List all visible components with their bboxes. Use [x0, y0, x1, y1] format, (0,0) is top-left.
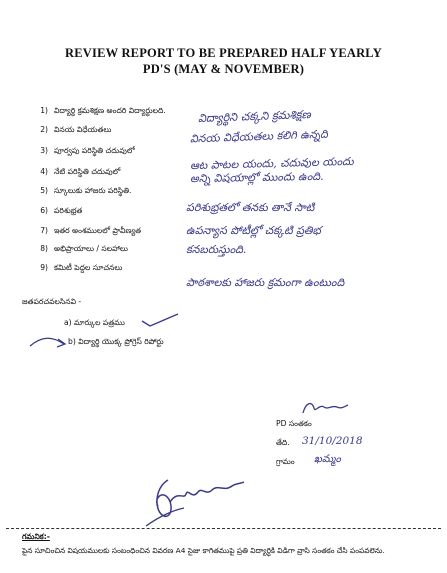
handwritten-line-4: అన్ని విషయాల్లో ముందు ఉంది. — [189, 169, 324, 186]
report-title: REVIEW REPORT TO BE PREPARED HALF YEARLY — [65, 46, 382, 60]
footer-note: పైన సూచించిన విషయములకు సంబంధించిన వివరణ A4 సైజు కాగితముపై ప్రతి విద్యార్థికి విడిగా వ్రాసి సంతకం చేసి పంపవలెను. — [22, 546, 385, 555]
item-7 — [28, 226, 141, 237]
handwritten-line-8: పాఠశాలకు హాజరు క్రమంగా ఉంటుంది — [186, 276, 345, 289]
check-mark-icon — [140, 312, 180, 328]
item-label: కమిటీ పెద్దల సూచనలు — [54, 263, 123, 272]
arrow-mark-icon — [28, 330, 68, 356]
item-8 — [28, 244, 128, 255]
item-number: 9) — [40, 263, 48, 272]
item-label: నేటి పరిస్థితి చదువులో — [54, 167, 121, 176]
handwritten-line-3: ఆట పాటల యందు, చదువుల యందు — [189, 154, 354, 173]
handwritten-line-1: విద్యార్థిని చక్కని క్రమశిక్షణ — [197, 108, 311, 125]
item-5 — [28, 186, 131, 197]
item-2 — [28, 125, 111, 136]
enclosures-heading: జతపరచవలసినవి - — [22, 297, 82, 306]
item-number: 2) — [40, 125, 48, 134]
item-number: 1) — [40, 106, 48, 115]
handwritten-line-6: ఉపన్యాస పోటీల్లో చక్కటి ప్రతిభ — [186, 224, 321, 237]
separator-line — [6, 528, 441, 529]
enclosure-a: a) మార్కుల పత్రము — [64, 318, 125, 327]
item-number: 8) — [40, 244, 48, 253]
item-label: పరిశుభ్రత — [54, 206, 83, 215]
item-label: విద్యార్థి క్రమశిక్షణ అందరి విద్యార్థులది. — [54, 106, 166, 115]
date-label: తేది. — [276, 438, 290, 447]
item-6 — [28, 206, 82, 217]
handwritten-line-7: కనబరుస్తుంది. — [186, 243, 247, 256]
item-number: 7) — [40, 226, 48, 235]
item-label: ఇతర అంశములలో ప్రావీణ్యత — [54, 226, 142, 235]
village-value: ఖమ్మం — [314, 453, 341, 465]
item-label: అభిప్రాయాలు / సలహాలు — [54, 244, 128, 253]
report-subtitle: PD'S (MAY & NOVEMBER) — [142, 62, 305, 76]
headmaster-signature — [140, 472, 250, 528]
item-4 — [28, 167, 120, 178]
pd-signature-label: PD సంతకం — [276, 419, 312, 428]
pd-signature — [300, 398, 350, 418]
item-label: స్కూలుకు హాజరు పరిస్థితి. — [54, 186, 132, 195]
item-label: పూర్వపు పరిస్థితి చదువులో — [54, 146, 135, 155]
item-9 — [28, 263, 122, 274]
item-number: 5) — [40, 186, 48, 195]
item-1 — [28, 106, 166, 117]
notes-heading: గమనిక:- — [22, 532, 50, 541]
item-number: 4) — [40, 167, 48, 176]
handwritten-line-5: పరిశుభ్రతలో తనకు తానే సాటి — [186, 201, 315, 214]
date-value: 31/10/2018 — [302, 435, 363, 447]
handwritten-line-2: వినయ విధేయతలు కలిగి ఉన్నది — [189, 127, 328, 146]
item-number: 6) — [40, 206, 48, 215]
enclosure-b: b) విద్యార్థి యొక్క ప్రోగ్రెస్ రిపోర్టు — [68, 337, 164, 346]
item-label: వినయ విధేయతలు — [54, 125, 112, 134]
item-number: 3) — [40, 146, 48, 155]
item-3 — [28, 146, 135, 157]
village-label: గ్రామం — [276, 457, 295, 466]
